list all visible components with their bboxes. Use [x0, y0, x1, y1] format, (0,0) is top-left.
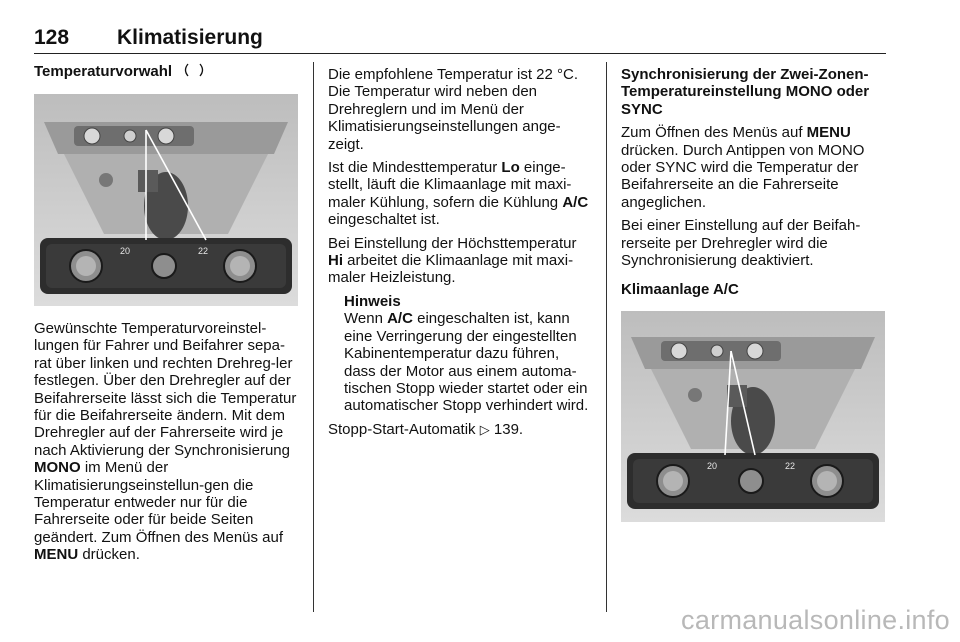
watermark: carmanualsonline.info: [681, 605, 950, 635]
mono-keyword: MONO: [34, 459, 81, 477]
paragraph-sync-menu: Zum Öffnen des Menüs auf MENU drücken. Durch Antippen von MONO oder SYNC wird die Temperatur der Beifahrerseite an die Fahrerseite angeglichen.: [621, 124, 865, 211]
cross-reference[interactable]: Stopp-Start-Automatik ▷ 139.: [328, 420, 524, 438]
column-1: [34, 62, 300, 82]
column-3: [621, 66, 887, 305]
climate-control-photo-1: [34, 94, 298, 306]
paragraph-temperature-presets: Gewünschte Temperaturvoreinstel-lungen für Fahrer und Beifahrer sepa-rat über linken und rechten Drehreg-ler festlegen. Über den Drehregler auf der Beifahrerseite lässt sich die Temperatur für die Beifahrerseite ändern. Mit dem Drehregler auf der Fahrerseite wird je nach Aktivierung der Synchronisierung MONO im Menü der Klimatisierungseinstellun-gen die Temperatur entweder nur für die Fahrerseite oder für beide Seiten geändert. Zum Öffnen des Menüs auf MENU drücken.: [34, 320, 297, 564]
page-number: 128: [34, 26, 70, 49]
photo2-temp-left: 20: [707, 461, 718, 471]
ac-keyword: A/C: [562, 193, 589, 211]
hi-keyword: Hi: [328, 252, 343, 270]
column-2: [328, 66, 592, 444]
note-ac-keyword: A/C: [387, 310, 413, 328]
menu-keyword-2: MENU: [806, 124, 851, 142]
section-heading-temperature: Temperaturvorwahl: [34, 62, 300, 82]
note-box: [328, 293, 592, 415]
paragraph-sync-deactivate: Bei einer Einstellung auf der Beifah-rerseite per Drehregler wird die Synchronisierung deaktiviert.: [621, 217, 861, 270]
climate-control-photo-2: [621, 311, 885, 522]
paragraph-min-temperature: Ist die Mindesttemperatur Lo einge-stellt, läuft die Klimaanlage mit maxi-maler Kühlung, sofern die Kühlung A/C eingeschaltet ist.: [328, 159, 589, 229]
column-divider-2: [606, 62, 607, 612]
photo-temp-right: 22: [198, 246, 209, 256]
column-1-body: [34, 320, 300, 570]
photo-temp-left: 20: [120, 246, 131, 256]
section-heading-ac: Klimaanlage A/C: [621, 281, 739, 299]
column-divider-1: [313, 62, 314, 612]
paragraph-recommended-temperature: Die empfohlene Temperatur ist 22 °C. Die Temperatur wird neben den Drehreglern und im Menü der Klimatisierungseinstellungen ange-zeigt.: [328, 66, 579, 153]
page-header: [34, 22, 886, 54]
photo2-temp-right: 22: [785, 461, 796, 471]
lo-keyword: Lo: [501, 159, 520, 177]
note-title: Hinweis: [344, 292, 401, 310]
menu-keyword: MENU: [34, 546, 79, 564]
temperature-arrows-icon: [180, 62, 210, 82]
chapter-title: Klimatisierung: [117, 26, 263, 49]
section-heading-sync: Synchronisierung der Zwei-Zonen-Temperatureinstellung MONO oder SYNC: [621, 66, 870, 118]
note-text: Wenn A/C eingeschalten ist, kann eine Verringerung der eingestellten Kabinentemperatur dazu führen, dass der Motor aus einem automa-tischen Stopp wieder startet oder ein automatischer Stopp verhindert wird.: [344, 310, 589, 415]
paragraph-max-temperature: Bei Einstellung der Höchsttemperatur Hi arbeitet die Klimaanlage mit maxi-maler Heizleistung.: [328, 234, 577, 287]
page-reference-arrow-icon: ▷: [479, 421, 490, 437]
